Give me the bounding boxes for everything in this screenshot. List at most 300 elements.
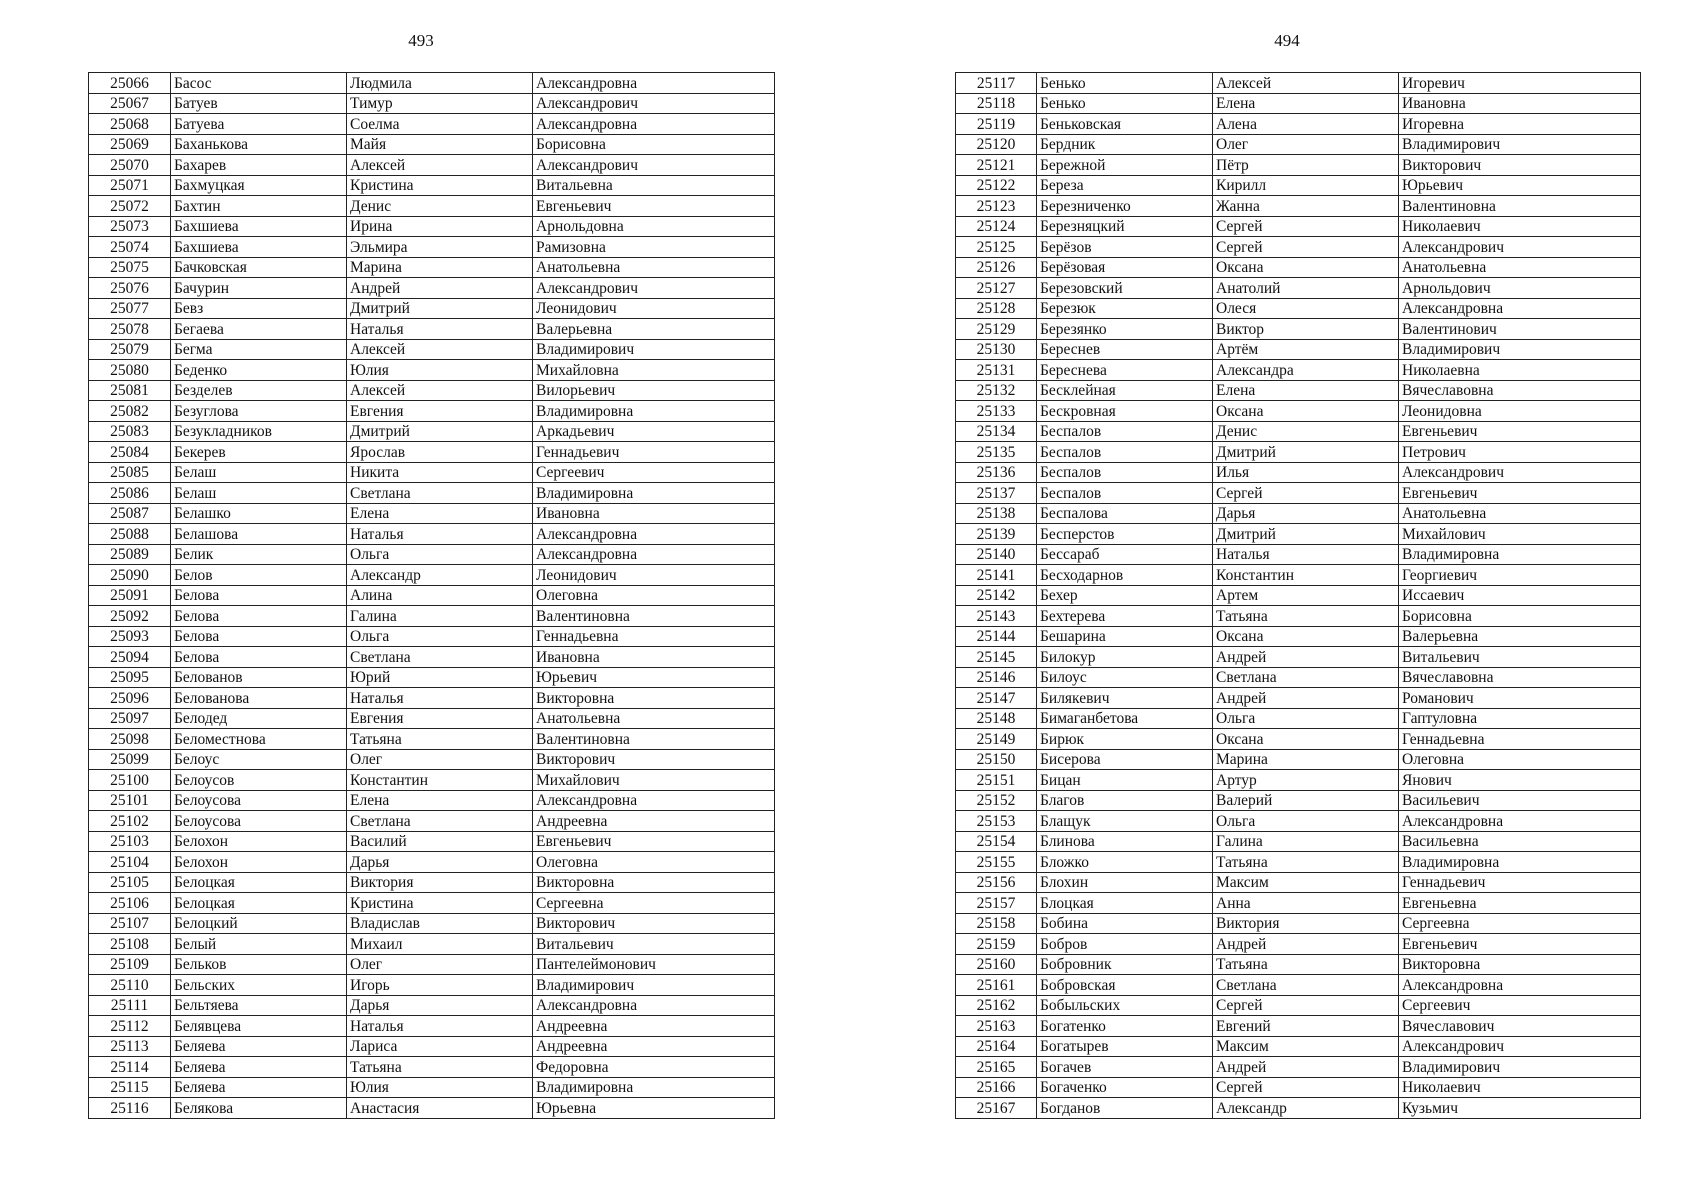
table-row xyxy=(956,278,1641,299)
record-number-cell: 25126 xyxy=(956,257,1037,278)
record-number-cell: 25079 xyxy=(89,339,171,360)
patronymic-cell: Кузьмич xyxy=(1399,1098,1641,1119)
last-name-cell: Бегаева xyxy=(171,319,347,340)
register-table-right-body xyxy=(956,73,1641,1119)
register-table-right xyxy=(955,72,1641,1119)
record-number-cell: 25135 xyxy=(956,442,1037,463)
table-row xyxy=(956,1057,1641,1078)
record-number-cell: 25113 xyxy=(89,1036,171,1057)
patronymic-cell: Васильевна xyxy=(1399,831,1641,852)
first-name-cell: Владислав xyxy=(347,913,533,934)
table-row xyxy=(89,872,775,893)
table-row xyxy=(89,401,775,422)
last-name-cell: Берёзовая xyxy=(1037,257,1213,278)
record-number-cell: 25119 xyxy=(956,114,1037,135)
patronymic-cell: Николаевич xyxy=(1399,216,1641,237)
first-name-cell: Анатолий xyxy=(1213,278,1399,299)
record-number-cell: 25066 xyxy=(89,73,171,94)
table-row xyxy=(956,257,1641,278)
record-number-cell: 25093 xyxy=(89,626,171,647)
table-row xyxy=(956,1098,1641,1119)
patronymic-cell: Пантелеймонович xyxy=(533,954,775,975)
first-name-cell: Светлана xyxy=(1213,975,1399,996)
record-number-cell: 25105 xyxy=(89,872,171,893)
record-number-cell: 25086 xyxy=(89,483,171,504)
patronymic-cell: Вячеславовна xyxy=(1399,667,1641,688)
patronymic-cell: Михайлович xyxy=(1399,524,1641,545)
record-number-cell: 25144 xyxy=(956,626,1037,647)
last-name-cell: Бачковская xyxy=(171,257,347,278)
first-name-cell: Оксана xyxy=(1213,729,1399,750)
first-name-cell: Алексей xyxy=(347,380,533,401)
last-name-cell: Бессараб xyxy=(1037,544,1213,565)
record-number-cell: 25090 xyxy=(89,565,171,586)
last-name-cell: Береза xyxy=(1037,175,1213,196)
first-name-cell: Евгения xyxy=(347,708,533,729)
first-name-cell: Кирилл xyxy=(1213,175,1399,196)
last-name-cell: Белоцкая xyxy=(171,872,347,893)
record-number-cell: 25136 xyxy=(956,462,1037,483)
first-name-cell: Артем xyxy=(1213,585,1399,606)
page-number-right: 494 xyxy=(1274,31,1300,50)
table-row xyxy=(89,114,775,135)
last-name-cell: Бесперстов xyxy=(1037,524,1213,545)
record-number-cell: 25165 xyxy=(956,1057,1037,1078)
record-number-cell: 25141 xyxy=(956,565,1037,586)
first-name-cell: Татьяна xyxy=(347,1057,533,1078)
patronymic-cell: Олеговна xyxy=(533,852,775,873)
record-number-cell: 25138 xyxy=(956,503,1037,524)
record-number-cell: 25122 xyxy=(956,175,1037,196)
first-name-cell: Юлия xyxy=(347,1077,533,1098)
patronymic-cell: Васильевич xyxy=(1399,790,1641,811)
first-name-cell: Пётр xyxy=(1213,155,1399,176)
table-row xyxy=(956,872,1641,893)
last-name-cell: Батуева xyxy=(171,114,347,135)
table-row xyxy=(956,626,1641,647)
last-name-cell: Беспалов xyxy=(1037,462,1213,483)
first-name-cell: Дарья xyxy=(347,995,533,1016)
first-name-cell: Сергей xyxy=(1213,237,1399,258)
first-name-cell: Оксана xyxy=(1213,401,1399,422)
last-name-cell: Бельтяева xyxy=(171,995,347,1016)
table-row xyxy=(89,196,775,217)
record-number-cell: 25161 xyxy=(956,975,1037,996)
table-row xyxy=(89,175,775,196)
table-row xyxy=(956,114,1641,135)
patronymic-cell: Геннадьевна xyxy=(533,626,775,647)
record-number-cell: 25077 xyxy=(89,298,171,319)
table-row xyxy=(89,503,775,524)
patronymic-cell: Янович xyxy=(1399,770,1641,791)
first-name-cell: Дмитрий xyxy=(1213,442,1399,463)
last-name-cell: Бложко xyxy=(1037,852,1213,873)
first-name-cell: Ольга xyxy=(347,626,533,647)
table-row xyxy=(956,667,1641,688)
patronymic-cell: Михайловна xyxy=(533,360,775,381)
record-number-cell: 25157 xyxy=(956,893,1037,914)
first-name-cell: Марина xyxy=(347,257,533,278)
table-row xyxy=(956,585,1641,606)
first-name-cell: Светлана xyxy=(347,483,533,504)
table-row xyxy=(89,667,775,688)
register-table-left xyxy=(88,72,775,1119)
table-row xyxy=(89,1016,775,1037)
record-number-cell: 25074 xyxy=(89,237,171,258)
last-name-cell: Бенько xyxy=(1037,93,1213,114)
first-name-cell: Оксана xyxy=(1213,626,1399,647)
table-row xyxy=(956,606,1641,627)
table-row xyxy=(956,93,1641,114)
record-number-cell: 25154 xyxy=(956,831,1037,852)
first-name-cell: Евгения xyxy=(347,401,533,422)
patronymic-cell: Валентиновна xyxy=(1399,196,1641,217)
first-name-cell: Елена xyxy=(1213,93,1399,114)
patronymic-cell: Николаевич xyxy=(1399,1077,1641,1098)
table-row xyxy=(956,442,1641,463)
record-number-cell: 25150 xyxy=(956,749,1037,770)
last-name-cell: Белявцева xyxy=(171,1016,347,1037)
table-row xyxy=(956,1016,1641,1037)
first-name-cell: Наталья xyxy=(347,524,533,545)
patronymic-cell: Аркадьевич xyxy=(533,421,775,442)
table-row xyxy=(89,134,775,155)
patronymic-cell: Юрьевна xyxy=(533,1098,775,1119)
last-name-cell: Бахшиева xyxy=(171,237,347,258)
first-name-cell: Татьяна xyxy=(347,729,533,750)
first-name-cell: Анастасия xyxy=(347,1098,533,1119)
first-name-cell: Дмитрий xyxy=(347,421,533,442)
patronymic-cell: Витальевич xyxy=(1399,647,1641,668)
last-name-cell: Билокур xyxy=(1037,647,1213,668)
patronymic-cell: Георгиевич xyxy=(1399,565,1641,586)
first-name-cell: Галина xyxy=(1213,831,1399,852)
patronymic-cell: Александровна xyxy=(533,524,775,545)
patronymic-cell: Владимировна xyxy=(1399,544,1641,565)
last-name-cell: Бехтерева xyxy=(1037,606,1213,627)
first-name-cell: Ольга xyxy=(1213,811,1399,832)
table-row xyxy=(956,975,1641,996)
patronymic-cell: Владимировна xyxy=(533,1077,775,1098)
patronymic-cell: Андреевна xyxy=(533,811,775,832)
table-row xyxy=(89,298,775,319)
first-name-cell: Наталья xyxy=(347,1016,533,1037)
table-row xyxy=(956,380,1641,401)
table-row xyxy=(956,688,1641,709)
first-name-cell: Светлана xyxy=(1213,667,1399,688)
last-name-cell: Белоусова xyxy=(171,790,347,811)
record-number-cell: 25075 xyxy=(89,257,171,278)
table-row xyxy=(89,893,775,914)
record-number-cell: 25115 xyxy=(89,1077,171,1098)
last-name-cell: Бачурин xyxy=(171,278,347,299)
patronymic-cell: Михайлович xyxy=(533,770,775,791)
last-name-cell: Бердник xyxy=(1037,134,1213,155)
table-row xyxy=(956,831,1641,852)
record-number-cell: 25109 xyxy=(89,954,171,975)
record-number-cell: 25108 xyxy=(89,934,171,955)
last-name-cell: Беспалов xyxy=(1037,421,1213,442)
last-name-cell: Березовский xyxy=(1037,278,1213,299)
table-row xyxy=(89,831,775,852)
last-name-cell: Белов xyxy=(171,565,347,586)
patronymic-cell: Александровна xyxy=(533,544,775,565)
first-name-cell: Сергей xyxy=(1213,995,1399,1016)
table-row xyxy=(956,483,1641,504)
first-name-cell: Марина xyxy=(1213,749,1399,770)
first-name-cell: Илья xyxy=(1213,462,1399,483)
record-number-cell: 25069 xyxy=(89,134,171,155)
table-row xyxy=(89,954,775,975)
patronymic-cell: Владимировна xyxy=(1399,852,1641,873)
record-number-cell: 25112 xyxy=(89,1016,171,1037)
patronymic-cell: Ивановна xyxy=(533,503,775,524)
last-name-cell: Береснева xyxy=(1037,360,1213,381)
first-name-cell: Максим xyxy=(1213,872,1399,893)
last-name-cell: Бахтин xyxy=(171,196,347,217)
record-number-cell: 25078 xyxy=(89,319,171,340)
last-name-cell: Бахмуцкая xyxy=(171,175,347,196)
record-number-cell: 25103 xyxy=(89,831,171,852)
patronymic-cell: Петрович xyxy=(1399,442,1641,463)
table-row xyxy=(89,729,775,750)
last-name-cell: Блинова xyxy=(1037,831,1213,852)
table-row xyxy=(956,298,1641,319)
first-name-cell: Дарья xyxy=(1213,503,1399,524)
record-number-cell: 25085 xyxy=(89,462,171,483)
patronymic-cell: Евгеньевич xyxy=(1399,421,1641,442)
patronymic-cell: Викторович xyxy=(533,913,775,934)
patronymic-cell: Евгеньевич xyxy=(1399,483,1641,504)
table-row xyxy=(89,216,775,237)
record-number-cell: 25088 xyxy=(89,524,171,545)
patronymic-cell: Андреевна xyxy=(533,1036,775,1057)
patronymic-cell: Евгеньевна xyxy=(1399,893,1641,914)
record-number-cell: 25076 xyxy=(89,278,171,299)
table-row xyxy=(956,524,1641,545)
record-number-cell: 25129 xyxy=(956,319,1037,340)
record-number-cell: 25131 xyxy=(956,360,1037,381)
first-name-cell: Олег xyxy=(1213,134,1399,155)
table-row xyxy=(89,1098,775,1119)
patronymic-cell: Викторович xyxy=(533,749,775,770)
first-name-cell: Галина xyxy=(347,606,533,627)
patronymic-cell: Арнольдовна xyxy=(533,216,775,237)
record-number-cell: 25068 xyxy=(89,114,171,135)
first-name-cell: Майя xyxy=(347,134,533,155)
record-number-cell: 25132 xyxy=(956,380,1037,401)
record-number-cell: 25163 xyxy=(956,1016,1037,1037)
record-number-cell: 25155 xyxy=(956,852,1037,873)
record-number-cell: 25071 xyxy=(89,175,171,196)
first-name-cell: Валерий xyxy=(1213,790,1399,811)
patronymic-cell: Анатольевна xyxy=(533,257,775,278)
patronymic-cell: Александровна xyxy=(533,73,775,94)
table-row xyxy=(89,688,775,709)
table-row xyxy=(89,790,775,811)
last-name-cell: Белый xyxy=(171,934,347,955)
table-row xyxy=(956,770,1641,791)
last-name-cell: Беньковская xyxy=(1037,114,1213,135)
first-name-cell: Алексей xyxy=(347,155,533,176)
table-row xyxy=(89,934,775,955)
table-row xyxy=(956,1036,1641,1057)
last-name-cell: Белаш xyxy=(171,462,347,483)
last-name-cell: Березниченко xyxy=(1037,196,1213,217)
last-name-cell: Батуев xyxy=(171,93,347,114)
record-number-cell: 25153 xyxy=(956,811,1037,832)
first-name-cell: Юлия xyxy=(347,360,533,381)
last-name-cell: Бегма xyxy=(171,339,347,360)
last-name-cell: Бережной xyxy=(1037,155,1213,176)
first-name-cell: Лариса xyxy=(347,1036,533,1057)
patronymic-cell: Олеговна xyxy=(1399,749,1641,770)
table-row xyxy=(956,401,1641,422)
first-name-cell: Алексей xyxy=(347,339,533,360)
first-name-cell: Артур xyxy=(1213,770,1399,791)
last-name-cell: Басос xyxy=(171,73,347,94)
patronymic-cell: Александровна xyxy=(1399,811,1641,832)
record-number-cell: 25098 xyxy=(89,729,171,750)
patronymic-cell: Евгеньевич xyxy=(533,196,775,217)
record-number-cell: 25082 xyxy=(89,401,171,422)
last-name-cell: Бицан xyxy=(1037,770,1213,791)
last-name-cell: Белаш xyxy=(171,483,347,504)
last-name-cell: Бесходарнов xyxy=(1037,565,1213,586)
last-name-cell: Белоцкая xyxy=(171,893,347,914)
record-number-cell: 25152 xyxy=(956,790,1037,811)
record-number-cell: 25149 xyxy=(956,729,1037,750)
first-name-cell: Ирина xyxy=(347,216,533,237)
table-row xyxy=(956,175,1641,196)
table-row xyxy=(956,995,1641,1016)
table-row xyxy=(956,319,1641,340)
last-name-cell: Беспалов xyxy=(1037,483,1213,504)
last-name-cell: Баханькова xyxy=(171,134,347,155)
record-number-cell: 25070 xyxy=(89,155,171,176)
first-name-cell: Наталья xyxy=(1213,544,1399,565)
first-name-cell: Константин xyxy=(1213,565,1399,586)
patronymic-cell: Геннадьевич xyxy=(533,442,775,463)
first-name-cell: Елена xyxy=(347,790,533,811)
record-number-cell: 25151 xyxy=(956,770,1037,791)
record-number-cell: 25145 xyxy=(956,647,1037,668)
record-number-cell: 25127 xyxy=(956,278,1037,299)
patronymic-cell: Александровна xyxy=(533,114,775,135)
record-number-cell: 25073 xyxy=(89,216,171,237)
record-number-cell: 25156 xyxy=(956,872,1037,893)
first-name-cell: Денис xyxy=(1213,421,1399,442)
first-name-cell: Никита xyxy=(347,462,533,483)
table-row xyxy=(89,811,775,832)
patronymic-cell: Викторовна xyxy=(533,688,775,709)
record-number-cell: 25083 xyxy=(89,421,171,442)
last-name-cell: Богатенко xyxy=(1037,1016,1213,1037)
patronymic-cell: Николаевна xyxy=(1399,360,1641,381)
patronymic-cell: Борисовна xyxy=(1399,606,1641,627)
table-row xyxy=(956,360,1641,381)
table-row xyxy=(956,729,1641,750)
record-number-cell: 25117 xyxy=(956,73,1037,94)
table-row xyxy=(956,237,1641,258)
table-row xyxy=(956,790,1641,811)
patronymic-cell: Анатольевна xyxy=(1399,503,1641,524)
last-name-cell: Блохин xyxy=(1037,872,1213,893)
record-number-cell: 25089 xyxy=(89,544,171,565)
first-name-cell: Сергей xyxy=(1213,216,1399,237)
first-name-cell: Андрей xyxy=(1213,647,1399,668)
last-name-cell: Бельков xyxy=(171,954,347,975)
last-name-cell: Бирюк xyxy=(1037,729,1213,750)
patronymic-cell: Александрович xyxy=(1399,462,1641,483)
first-name-cell: Кристина xyxy=(347,893,533,914)
last-name-cell: Берёзов xyxy=(1037,237,1213,258)
last-name-cell: Березюк xyxy=(1037,298,1213,319)
first-name-cell: Татьяна xyxy=(1213,606,1399,627)
record-number-cell: 25123 xyxy=(956,196,1037,217)
first-name-cell: Андрей xyxy=(1213,934,1399,955)
last-name-cell: Билякевич xyxy=(1037,688,1213,709)
record-number-cell: 25081 xyxy=(89,380,171,401)
table-row xyxy=(89,749,775,770)
first-name-cell: Андрей xyxy=(1213,1057,1399,1078)
last-name-cell: Беспалова xyxy=(1037,503,1213,524)
last-name-cell: Беспалов xyxy=(1037,442,1213,463)
first-name-cell: Александра xyxy=(1213,360,1399,381)
patronymic-cell: Витальевич xyxy=(533,934,775,955)
last-name-cell: Бобыльских xyxy=(1037,995,1213,1016)
patronymic-cell: Андреевна xyxy=(533,1016,775,1037)
patronymic-cell: Олеговна xyxy=(533,585,775,606)
first-name-cell: Денис xyxy=(347,196,533,217)
patronymic-cell: Геннадьевна xyxy=(1399,729,1641,750)
first-name-cell: Дмитрий xyxy=(347,298,533,319)
patronymic-cell: Рамизовна xyxy=(533,237,775,258)
last-name-cell: Бекерев xyxy=(171,442,347,463)
patronymic-cell: Валентиновна xyxy=(533,729,775,750)
patronymic-cell: Владимирович xyxy=(1399,134,1641,155)
patronymic-cell: Владимирович xyxy=(1399,1057,1641,1078)
last-name-cell: Безуглова xyxy=(171,401,347,422)
last-name-cell: Бенько xyxy=(1037,73,1213,94)
patronymic-cell: Леонидович xyxy=(533,565,775,586)
patronymic-cell: Сергеевна xyxy=(1399,913,1641,934)
first-name-cell: Наталья xyxy=(347,319,533,340)
patronymic-cell: Сергеевна xyxy=(533,893,775,914)
patronymic-cell: Александрович xyxy=(1399,1036,1641,1057)
table-row xyxy=(89,237,775,258)
patronymic-cell: Вячеславович xyxy=(1399,1016,1641,1037)
record-number-cell: 25094 xyxy=(89,647,171,668)
record-number-cell: 25087 xyxy=(89,503,171,524)
patronymic-cell: Иссаевич xyxy=(1399,585,1641,606)
record-number-cell: 25107 xyxy=(89,913,171,934)
table-row xyxy=(956,913,1641,934)
patronymic-cell: Юрьевич xyxy=(1399,175,1641,196)
record-number-cell: 25095 xyxy=(89,667,171,688)
patronymic-cell: Александрович xyxy=(533,93,775,114)
first-name-cell: Дарья xyxy=(347,852,533,873)
patronymic-cell: Вилорьевич xyxy=(533,380,775,401)
first-name-cell: Людмила xyxy=(347,73,533,94)
table-row xyxy=(956,73,1641,94)
patronymic-cell: Борисовна xyxy=(533,134,775,155)
last-name-cell: Белова xyxy=(171,585,347,606)
patronymic-cell: Владимирович xyxy=(1399,339,1641,360)
table-row xyxy=(956,544,1641,565)
first-name-cell: Елена xyxy=(1213,380,1399,401)
table-row xyxy=(89,524,775,545)
